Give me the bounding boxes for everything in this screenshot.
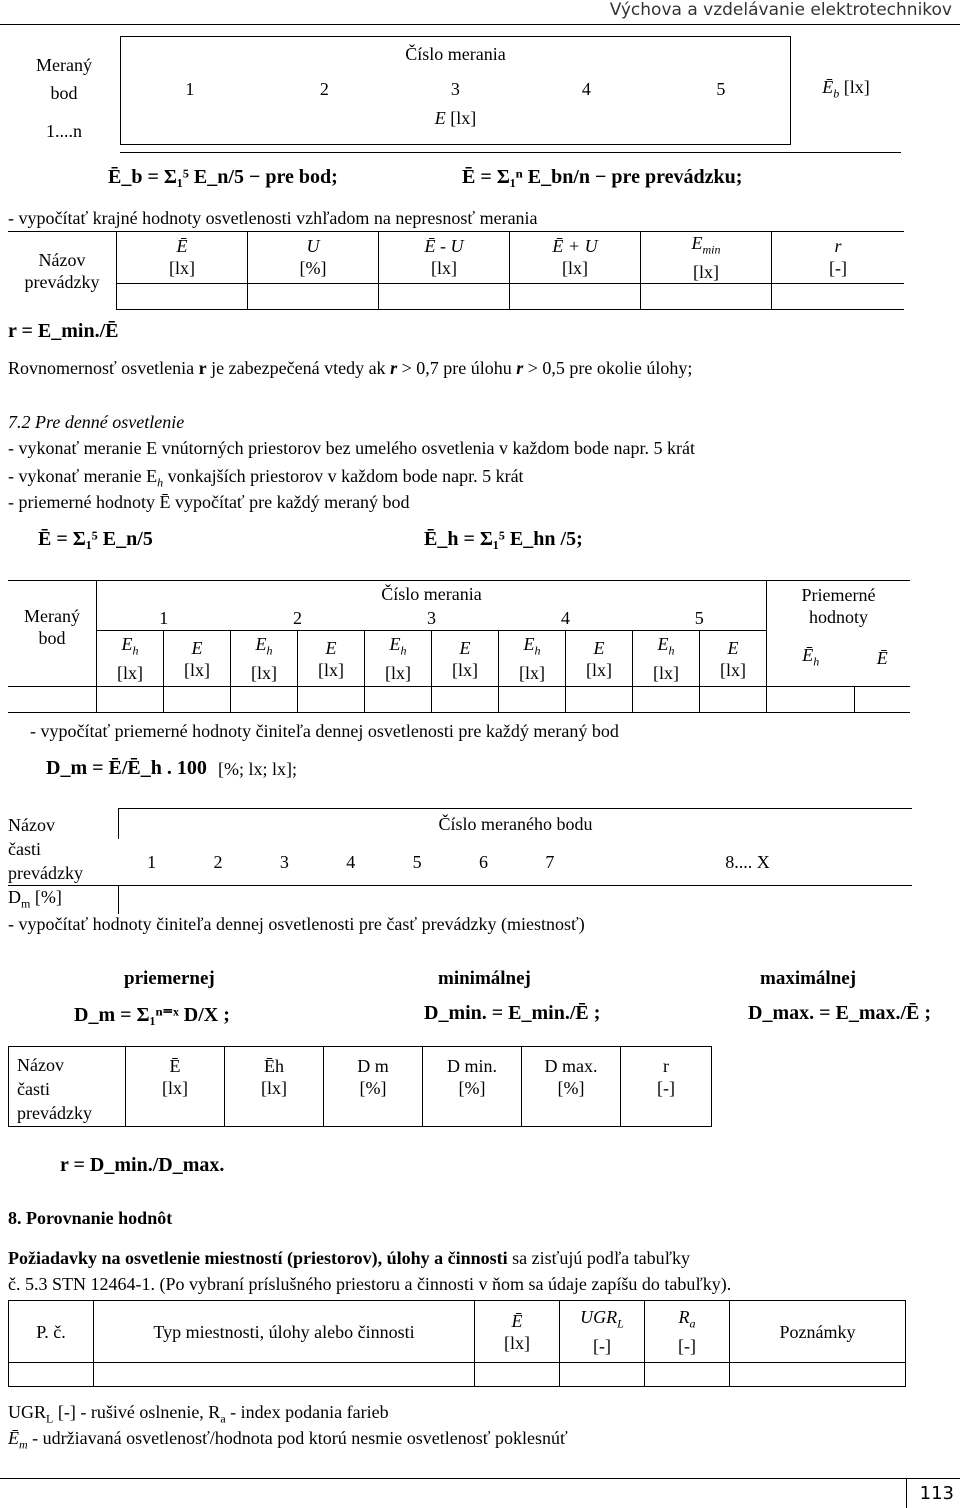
- calc-dm-text: - vypočítať priemerné hodnoty činiteľa dennej osvetlenosti pre každý meraný bod: [30, 721, 619, 741]
- measure-title: Číslo merania: [121, 37, 791, 72]
- daylight-line-2: - vykonať meranie $E_h$ vonkajších priestorov v každom bode napr. 5 krát: [8, 466, 524, 490]
- formula-r2: r = D_min./D_max.: [60, 1154, 225, 1176]
- formula-dmin: D_min. = E_min./Ē ;: [424, 1002, 601, 1024]
- requirements-line-2: č. 5.3 STN 12464-1. (Po vybraní príslušného priestoru a činnosti v ňom sa údaje zapíšu do tabuľky).: [8, 1274, 732, 1294]
- formula-dm-avg: D_m = Σ₁ⁿ⁼ˣ D/X ;: [74, 1004, 230, 1026]
- note-em: $Ē_m$ - udržiavaná osvetlenosť/hodnota pod ktorú nesmie osvetlenosť poklesnúť: [8, 1428, 568, 1452]
- requirements-line-1: Požiadavky na osvetlenie miestností (priestorov), úlohy a činnosti sa zisťujú podľa tabuľky: [8, 1248, 690, 1268]
- measurement-table: Meraný bod 1....n Číslo merania $Ē_b$ [lx] 1 2 3 4 5 E [lx]: [8, 36, 901, 145]
- calc-part-text: - vypočítať hodnoty činiteľa dennej osvetlenosti pre časť prevádzky (miestnosť): [8, 914, 585, 934]
- eb-header: $Ē_b$ [lx]: [822, 77, 870, 101]
- header-rule: [0, 24, 960, 25]
- point-dm-table: Názov časti prevádzky Číslo meraného bodu 1 2 3 4 5 6 7 8.... X $D_m$ [%]: [8, 808, 912, 914]
- formula-dm: D_m = Ē/Ē_h . 100: [46, 757, 207, 779]
- note-ugr: $UGR_L$ [-] - rušivé oslnenie, $R_a$ - index podania farieb: [8, 1402, 389, 1426]
- formula-e-avg: Ē = Σ₁⁵ E_n/5: [38, 528, 153, 550]
- section-7-2-title: 7.2 Pre denné osvetlenie: [8, 412, 185, 432]
- formula-e: Ē = Σ₁ⁿ E_bn/n − pre prevádzku;: [462, 166, 743, 188]
- footer-divider: [906, 1478, 907, 1508]
- daylight-table: Meraný bod Číslo merania Priemerné hodnoty 1 2 3 4 5 $E_h$ [lx] E [lx] $E_h$ [lx] E [lx] $E_h$ [lx] E [lx] $E_h$ [lx] E [lx] $E_h$ [lx] E [lx] $Ē_h$ Ē: [8, 580, 910, 713]
- daylight-line-3: - priemerné hodnoty Ē vypočítať pre každý meraný bod: [8, 492, 410, 512]
- formula-eb: Ē_b = Σ₁⁵ E_n/5 − pre bod;: [108, 166, 338, 188]
- room-dm-table: Názov časti prevádzky Ē [lx] Ēh [lx] D m [%] D min. [%] D max. [%] r [-]: [8, 1046, 712, 1127]
- uniformity-text: Rovnomernosť osvetlenia r je zabezpečená vtedy ak r > 0,7 pre úlohu r > 0,5 pre okolie úlohy;: [8, 358, 693, 378]
- formula-r: r = E_min./Ē: [8, 320, 119, 342]
- label-average: priemernej: [124, 968, 215, 989]
- point-header: Meraný bod 1....n: [36, 54, 92, 141]
- dm-units: [%; lx; lx];: [218, 759, 297, 779]
- page-number: 113: [919, 1483, 954, 1504]
- footer-rule: [0, 1478, 960, 1479]
- running-header: Výchova a vzdelávanie elektrotechnikov: [609, 0, 952, 20]
- formula-dmax: D_max. = E_max./Ē ;: [748, 1002, 932, 1024]
- label-minimum: minimálnej: [438, 968, 531, 989]
- label-maximum: maximálnej: [760, 968, 857, 989]
- formula-eh-avg: Ē_h = Σ₁⁵ E_hn /5;: [424, 528, 583, 550]
- extreme-table: Názov prevádzky Ē [lx] U [%] Ē - U [lx] Ē + U [lx] $E_{min}$ [lx] r [-]: [8, 231, 904, 310]
- section-8-title: 8. Porovnanie hodnôt: [8, 1208, 173, 1228]
- unit-row: E [lx]: [121, 107, 791, 145]
- daylight-line-1: - vykonať meranie E vnútorných priestorov bez umelého osvetlenia v každom bode napr. 5 krát: [8, 438, 695, 458]
- calc-extreme-text: - vypočítať krajné hodnoty osvetlenosti vzhľadom na nepresnosť merania: [8, 208, 538, 228]
- requirements-table: P. č. Typ miestnosti, úlohy alebo činnosti Ē [lx] $UGR_L$ [-] $R_a$ [-] Poznámky: [8, 1300, 906, 1387]
